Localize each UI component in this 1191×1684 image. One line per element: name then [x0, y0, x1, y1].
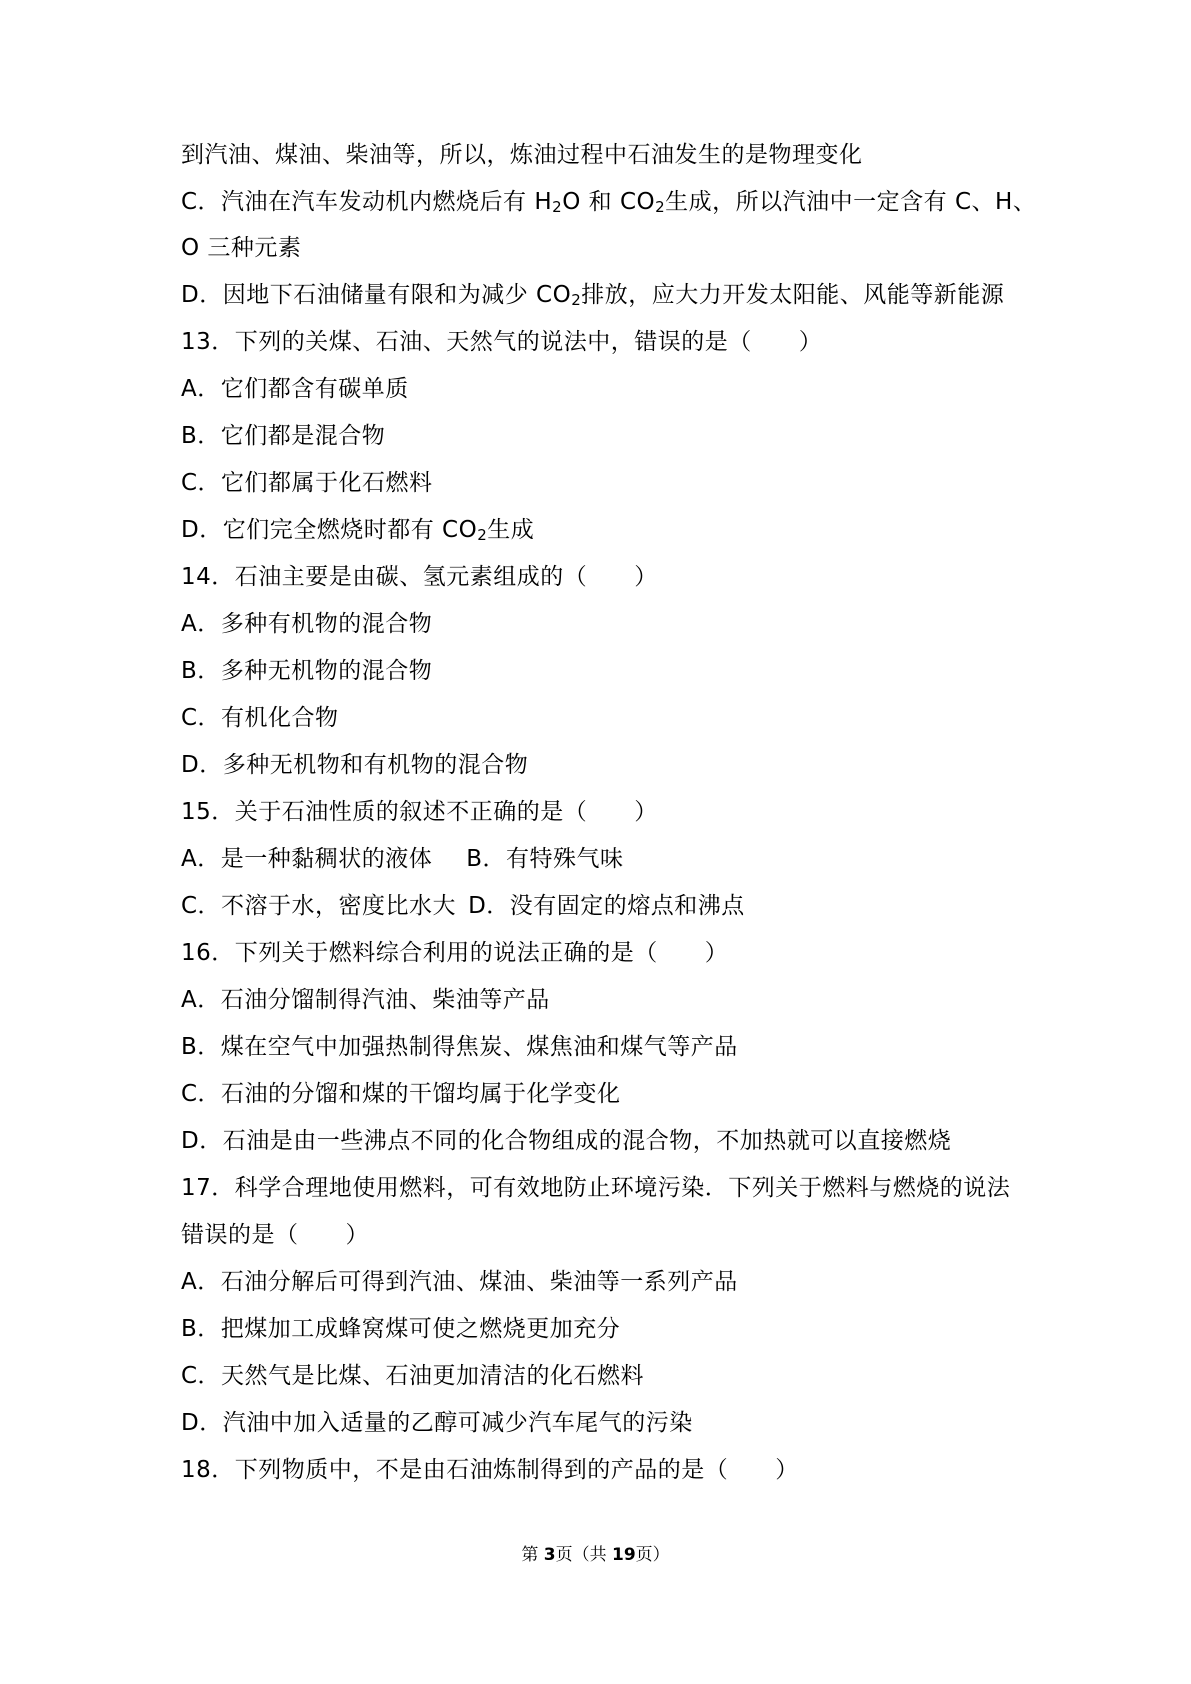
question-16: 16．下列关于燃料综合利用的说法正确的是（ ）	[181, 940, 729, 966]
footer-text: 页（共	[555, 1545, 612, 1565]
option-d-line	[181, 280, 1004, 310]
subscript: 2	[655, 198, 666, 216]
question-13: 13．下列的关煤、石油、天然气的说法中，错误的是（ ）	[181, 329, 823, 355]
option-b: B．有特殊气味	[466, 846, 624, 872]
option-c-line: C．它们都属于化石燃料	[181, 470, 433, 496]
option-d-line	[181, 515, 534, 545]
subscript: 2	[571, 291, 582, 309]
option-c-line: C．有机化合物	[181, 705, 339, 731]
option-c-line: C．石油的分馏和煤的干馏均属于化学变化	[181, 1081, 621, 1107]
text-line: 到汽油、煤油、柴油等，所以，炼油过程中石油发生的是物理变化	[181, 142, 863, 168]
page-footer	[0, 1544, 1191, 1566]
option-b-line: B．多种无机物的混合物	[181, 658, 433, 684]
question-14: 14．石油主要是由碳、氢元素组成的（ ）	[181, 564, 658, 590]
option-c-line: C．天然气是比煤、石油更加清洁的化石燃料	[181, 1363, 645, 1389]
option-a-line: A．多种有机物的混合物	[181, 611, 433, 637]
page-number: 3	[543, 1545, 556, 1565]
option-b-line: B．它们都是混合物	[181, 423, 386, 449]
footer-text: 第	[521, 1545, 544, 1565]
question-18: 18．下列物质中，不是由石油炼制得到的产品的是（ ）	[181, 1457, 799, 1483]
subscript: 2	[477, 526, 488, 544]
option-a-line: A．石油分馏制得汽油、柴油等产品	[181, 987, 550, 1013]
text-span: C．汽油在汽车发动机内燃烧后有 H	[181, 189, 553, 215]
text-span: D．它们完全燃烧时都有 CO	[181, 517, 478, 543]
text-span: O 和 CO	[562, 189, 656, 215]
text-line: O 三种元素	[181, 235, 302, 261]
option-d-line: D．多种无机物和有机物的混合物	[181, 752, 529, 778]
question-17: 17．科学合理地使用燃料，可有效地防止环境污染．下列关于燃料与燃烧的说法	[181, 1175, 1011, 1201]
option-d-line: D．汽油中加入适量的乙醇可减少汽车尾气的污染	[181, 1410, 693, 1436]
option-d: D．没有固定的熔点和沸点	[468, 893, 745, 919]
question-15: 15．关于石油性质的叙述不正确的是（ ）	[181, 799, 658, 825]
option-c: C．不溶于水，密度比水大	[181, 893, 457, 919]
text-span: 生成，所以汽油中一定含有 C、H、	[665, 189, 1037, 215]
option-b-line: B．煤在空气中加强热制得焦炭、煤焦油和煤气等产品	[181, 1034, 738, 1060]
option-a-line: A．它们都含有碳单质	[181, 376, 409, 402]
options-ab-line	[181, 844, 624, 874]
option-b-line: B．把煤加工成蜂窝煤可使之燃烧更加充分	[181, 1316, 621, 1342]
text-span: D．因地下石油储量有限和为减少 CO	[181, 282, 572, 308]
options-cd-line	[181, 891, 745, 921]
footer-text: 页）	[635, 1545, 670, 1565]
text-span: 排放，应大力开发太阳能、风能等新能源	[581, 282, 1005, 308]
total-pages: 19	[611, 1545, 636, 1565]
text-line: 错误的是（ ）	[181, 1222, 369, 1248]
option-c-line	[181, 187, 1036, 217]
text-span: 生成	[487, 517, 535, 543]
subscript: 2	[552, 198, 563, 216]
option-a: A．是一种黏稠状的液体	[181, 846, 433, 872]
option-d-line: D．石油是由一些沸点不同的化合物组成的混合物，不加热就可以直接燃烧	[181, 1128, 952, 1154]
option-a-line: A．石油分解后可得到汽油、煤油、柴油等一系列产品	[181, 1269, 738, 1295]
